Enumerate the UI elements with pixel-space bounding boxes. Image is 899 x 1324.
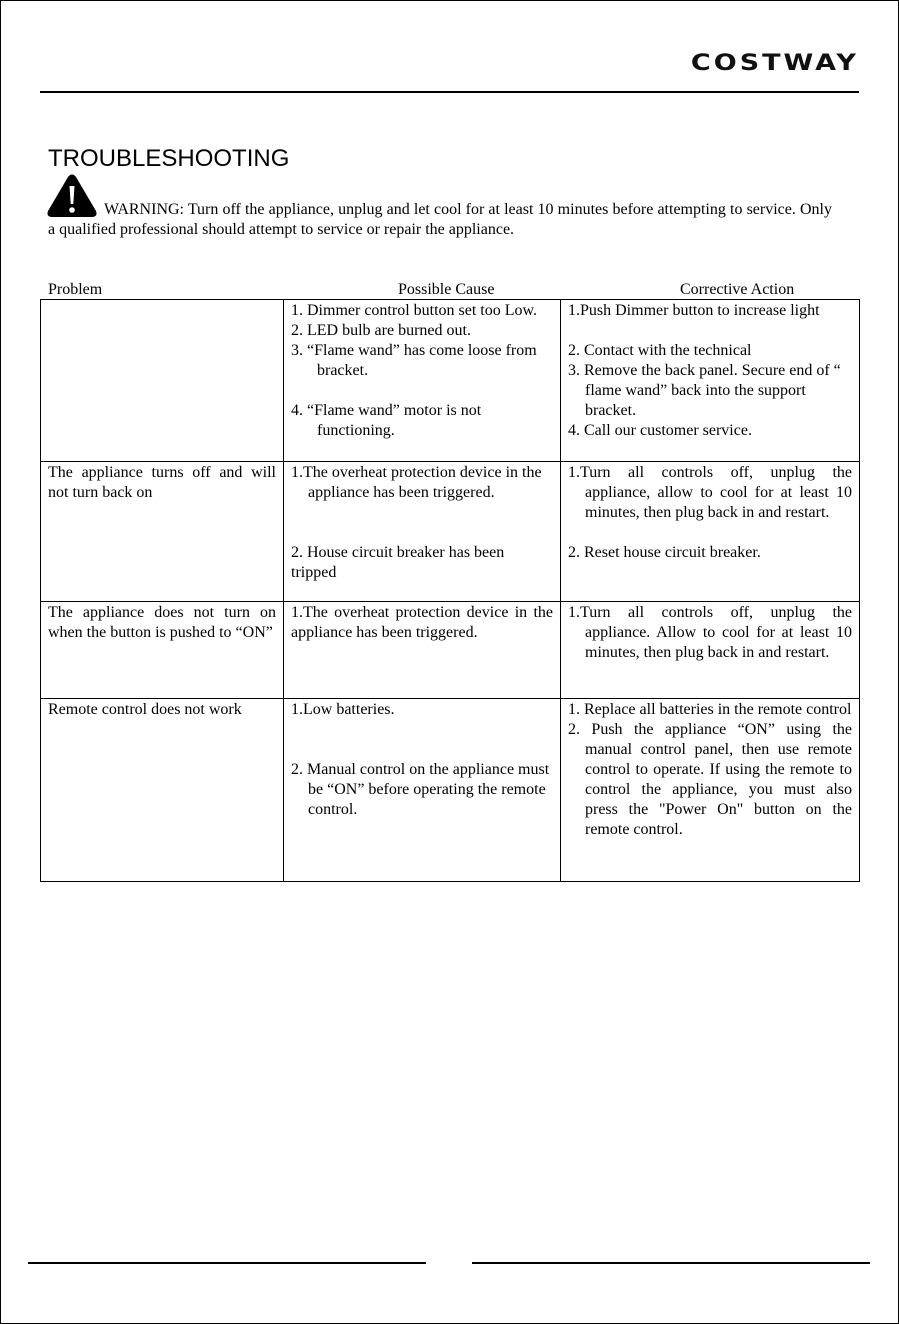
action-cell (561, 300, 860, 462)
action-item: 1. Replace all batteries in the remote control (568, 701, 852, 718)
cause-item: 2. House circuit breaker has been tripped (291, 544, 505, 581)
cause-item: 1.The overheat protection device in the appliance has been triggered. (291, 604, 553, 641)
cause-item: 4. “Flame wand” motor is not functioning. (291, 402, 482, 439)
cause-item: 2. Manual control on the appliance must be “ON” before operating the remote control. (291, 761, 550, 818)
header-rule (40, 91, 859, 93)
action-item: 2. Contact with the technical (568, 342, 752, 359)
cause-item: 1.Low batteries. (291, 701, 395, 718)
troubleshooting-table (40, 299, 860, 882)
page-title: TROUBLESHOOTING (48, 145, 290, 172)
warning-text (48, 200, 832, 240)
warning-message: WARNING: Turn off the appliance, unplug and let cool for at least 10 minutes before attempting to service. Only a qualified professional should attempt to service or repair the appliance. (48, 201, 832, 238)
table-row (41, 602, 860, 699)
table-row (41, 699, 860, 882)
cause-item: 3. “Flame wand” has come loose from bracket. (291, 342, 537, 379)
problem-cell: Remote control does not work (41, 699, 284, 882)
action-item: 1.Push Dimmer button to increase light (568, 302, 820, 319)
action-item: 1.Turn all controls off, unplug the appliance, allow to cool for at least 10 minutes, then plug back in and restart. (568, 464, 852, 521)
footer-rule-right (472, 1262, 870, 1264)
cause-cell (284, 300, 561, 462)
cause-item: 1.The overheat protection device in the appliance has been triggered. (291, 464, 542, 501)
problem-cell: The appliance does not turn on when the button is pushed to “ON” (41, 602, 284, 699)
cause-cell (284, 602, 561, 699)
column-header-action: Corrective Action (680, 281, 795, 298)
problem-cell: The appliance turns off and will not turn back on (41, 462, 284, 602)
action-cell (561, 699, 860, 882)
table-row (41, 300, 860, 462)
problem-cell (41, 300, 284, 462)
brand-logo: COSTWAY (690, 50, 859, 76)
column-header-problem: Problem (48, 281, 103, 298)
action-cell (561, 462, 860, 602)
cause-cell (284, 462, 561, 602)
table-row (41, 462, 860, 602)
cause-item: 1. Dimmer control button set too Low. (291, 302, 538, 319)
action-item: 2. Push the appliance “ON” using the manual control panel, then use remote control to operate. If using the remote to control the appliance, you must also press the "Power On" button on the remote control. (568, 721, 852, 838)
footer-rule-left (28, 1262, 426, 1264)
column-header-cause: Possible Cause (398, 281, 495, 298)
action-item: 4. Call our customer service. (568, 422, 752, 439)
action-item: 2. Reset house circuit breaker. (568, 544, 761, 561)
cause-cell (284, 699, 561, 882)
action-item: 3. Remove the back panel. Secure end of “ flame wand” back into the support bracket. (568, 362, 841, 419)
cause-item: 2. LED bulb are burned out. (291, 322, 471, 339)
action-item: 1.Turn all controls off, unplug the appliance. Allow to cool for at least 10 minutes, then plug back in and restart. (568, 604, 852, 661)
action-cell (561, 602, 860, 699)
